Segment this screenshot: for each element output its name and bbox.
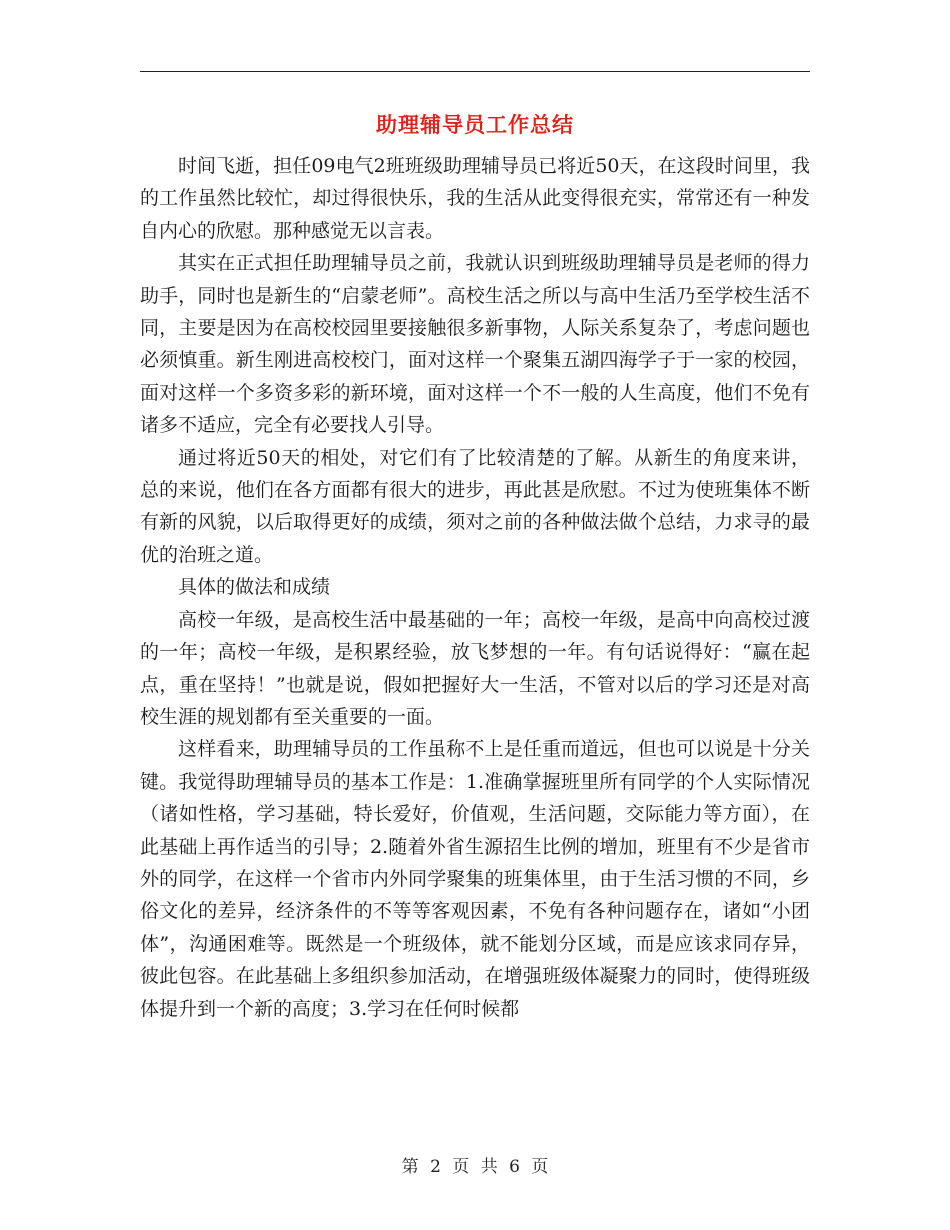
document-title: 助理辅导员工作总结 [376,112,574,137]
paragraph-duties: 这样看来，助理辅导员的工作虽称不上是任重而道远，但也可以说是十分关键。我觉得助理辅导员的基本工作是：1.准确掌握班里所有同学的个人实际情况（诸如性格，学习基础，特长爱好，价值观，生活问题，交际能力等方面），在此基础上再作适当的引导；2.随着外省生源招生比例的增加，班里有不少是省市外的同学，在这样一个省市内外同学聚集的班集体里，由于生活习惯的不同，乡俗文化的差异，经济条件的不等等客观因素，不免有各种问题存在，诸如“小团体”，沟通困难等。既然是一个班级体，就不能划分区域，而是应该求同存异，彼此包容。在此基础上多组织参加活动，在增强班级体凝聚力的同时，使得班级体提升到一个新的高度；3.学习在任何时候都 [140,738,810,1020]
section-heading: 具体的做法和成绩 [178,576,331,599]
paragraph-reflection: 通过将近50天的相处，对它们有了比较清楚的了解。从新生的角度来讲，总的来说，他们在各方面都有很大的进步，再此甚是欣慰。不过为使班集体不断有新的风貌，以后取得更好的成绩，须对之前的各种做法做个总结，力求寻的最优的治班之道。 [140,446,810,566]
document-body [140,150,810,1025]
page-number: 第 2 页 共 6 页 [401,1157,549,1177]
header-rule [140,71,810,72]
paragraph-first-year: 高校一年级，是高校生活中最基础的一年；高校一年级，是高中向高校过渡的一年；高校一年级，是积累经验，放飞梦想的一年。有句话说得好：“赢在起点，重在坚持！”也就是说，假如把握好大一生活，不管对以后的学习还是对高校生涯的规划都有至关重要的一面。 [140,608,810,728]
paragraph-role: 其实在正式担任助理辅导员之前，我就认识到班级助理辅导员是老师的得力助手，同时也是新生的“启蒙老师”。高校生活之所以与高中生活乃至学校生活不同，主要是因为在高校校园里要接触很多新事物，人际关系复杂了，考虑问题也必须慎重。新生刚进高校校门，面对这样一个聚集五湖四海学子于一家的校园，面对这样一个多资多彩的新环境，面对这样一个不一般的人生高度，他们不免有诸多不适应，完全有必要找人引导。 [140,252,810,437]
paragraph-intro: 时间飞逝，担任09电气2班班级助理辅导员已将近50天，在这段时间里，我的工作虽然比较忙，却过得很快乐，我的生活从此变得很充实，常常还有一种发自内心的欣慰。那种感觉无以言表。 [140,155,810,242]
